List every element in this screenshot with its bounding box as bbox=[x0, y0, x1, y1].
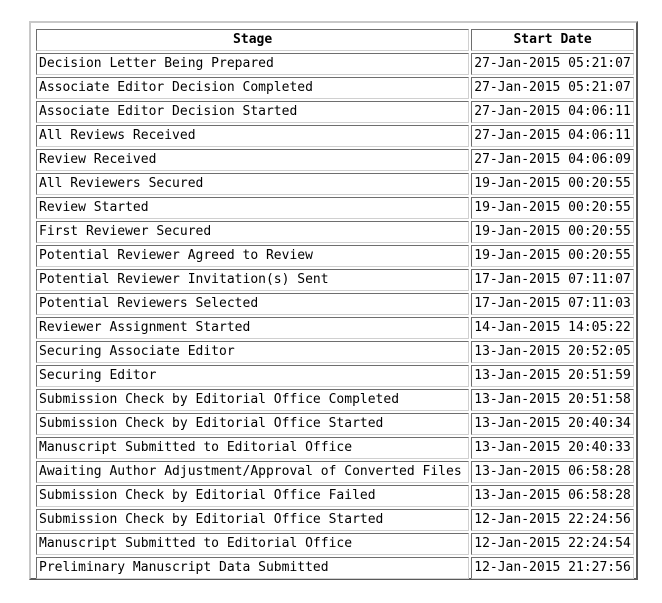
start-date-cell: 12-Jan-2015 21:27:56 bbox=[471, 557, 634, 579]
table-row bbox=[36, 293, 634, 315]
start-date-cell: 17-Jan-2015 07:11:03 bbox=[471, 293, 634, 315]
table-row bbox=[36, 509, 634, 531]
stage-cell: Securing Associate Editor bbox=[36, 341, 469, 363]
start-date-cell: 13-Jan-2015 20:40:34 bbox=[471, 413, 634, 435]
table-row bbox=[36, 77, 634, 99]
stage-cell: All Reviewers Secured bbox=[36, 173, 469, 195]
stage-column-header: Stage bbox=[36, 29, 469, 51]
start-date-cell: 13-Jan-2015 20:40:33 bbox=[471, 437, 634, 459]
stage-cell: Review Received bbox=[36, 149, 469, 171]
start-date-cell: 14-Jan-2015 14:05:22 bbox=[471, 317, 634, 339]
table-row bbox=[36, 557, 634, 579]
table-row bbox=[36, 365, 634, 387]
stage-history-table bbox=[34, 27, 636, 581]
table-row bbox=[36, 269, 634, 291]
stage-cell: Associate Editor Decision Completed bbox=[36, 77, 469, 99]
start-date-cell: 13-Jan-2015 20:51:59 bbox=[471, 365, 634, 387]
table-row bbox=[36, 197, 634, 219]
table-row bbox=[36, 101, 634, 123]
start-date-cell: 13-Jan-2015 20:51:58 bbox=[471, 389, 634, 411]
table-row bbox=[36, 437, 634, 459]
stage-cell: Potential Reviewer Invitation(s) Sent bbox=[36, 269, 469, 291]
stage-cell: Preliminary Manuscript Data Submitted bbox=[36, 557, 469, 579]
start-date-cell: 12-Jan-2015 22:24:54 bbox=[471, 533, 634, 555]
table-row bbox=[36, 53, 634, 75]
start-date-cell: 27-Jan-2015 04:06:11 bbox=[471, 125, 634, 147]
start-date-cell: 27-Jan-2015 04:06:09 bbox=[471, 149, 634, 171]
stage-cell: First Reviewer Secured bbox=[36, 221, 469, 243]
stage-cell: Potential Reviewer Agreed to Review bbox=[36, 245, 469, 267]
stage-cell: Potential Reviewers Selected bbox=[36, 293, 469, 315]
stage-history-panel bbox=[29, 21, 638, 580]
stage-cell: Submission Check by Editorial Office Started bbox=[36, 509, 469, 531]
table-row bbox=[36, 461, 634, 483]
stage-history-body bbox=[36, 53, 634, 579]
table-row bbox=[36, 245, 634, 267]
table-row bbox=[36, 341, 634, 363]
stage-cell: Decision Letter Being Prepared bbox=[36, 53, 469, 75]
stage-cell: All Reviews Received bbox=[36, 125, 469, 147]
start-date-cell: 17-Jan-2015 07:11:07 bbox=[471, 269, 634, 291]
stage-cell: Submission Check by Editorial Office Completed bbox=[36, 389, 469, 411]
stage-cell: Associate Editor Decision Started bbox=[36, 101, 469, 123]
start-date-cell: 12-Jan-2015 22:24:56 bbox=[471, 509, 634, 531]
start-date-cell: 27-Jan-2015 05:21:07 bbox=[471, 53, 634, 75]
stage-cell: Securing Editor bbox=[36, 365, 469, 387]
table-row bbox=[36, 389, 634, 411]
stage-cell: Submission Check by Editorial Office Failed bbox=[36, 485, 469, 507]
table-row bbox=[36, 413, 634, 435]
table-row bbox=[36, 173, 634, 195]
table-header-row bbox=[36, 29, 634, 51]
stage-cell: Awaiting Author Adjustment/Approval of Converted Files bbox=[36, 461, 469, 483]
table-row bbox=[36, 485, 634, 507]
table-row bbox=[36, 221, 634, 243]
start-date-cell: 19-Jan-2015 00:20:55 bbox=[471, 197, 634, 219]
table-row bbox=[36, 533, 634, 555]
start-date-cell: 27-Jan-2015 05:21:07 bbox=[471, 77, 634, 99]
stage-cell: Review Started bbox=[36, 197, 469, 219]
stage-cell: Submission Check by Editorial Office Started bbox=[36, 413, 469, 435]
start-date-cell: 19-Jan-2015 00:20:55 bbox=[471, 221, 634, 243]
start-date-cell: 19-Jan-2015 00:20:55 bbox=[471, 245, 634, 267]
start-date-cell: 13-Jan-2015 06:58:28 bbox=[471, 461, 634, 483]
table-row bbox=[36, 125, 634, 147]
start-date-cell: 13-Jan-2015 20:52:05 bbox=[471, 341, 634, 363]
start-date-column-header: Start Date bbox=[471, 29, 634, 51]
table-row bbox=[36, 149, 634, 171]
table-row bbox=[36, 317, 634, 339]
stage-cell: Manuscript Submitted to Editorial Office bbox=[36, 533, 469, 555]
start-date-cell: 27-Jan-2015 04:06:11 bbox=[471, 101, 634, 123]
stage-cell: Manuscript Submitted to Editorial Office bbox=[36, 437, 469, 459]
start-date-cell: 19-Jan-2015 00:20:55 bbox=[471, 173, 634, 195]
stage-cell: Reviewer Assignment Started bbox=[36, 317, 469, 339]
start-date-cell: 13-Jan-2015 06:58:28 bbox=[471, 485, 634, 507]
